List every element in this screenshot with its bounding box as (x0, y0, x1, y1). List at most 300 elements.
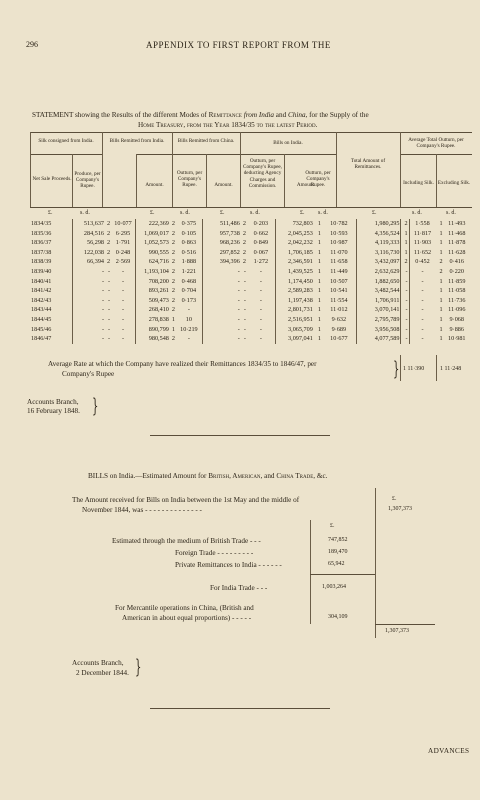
average-including: 1 11·390 (403, 366, 425, 372)
table-cell: 2 (401, 257, 409, 267)
vrule (102, 132, 103, 207)
table-row (30, 248, 470, 258)
table-cell: 1 (317, 277, 321, 285)
unit: s. d. (318, 210, 328, 216)
spacer-cell (60, 238, 72, 248)
table-cell: 1 (171, 315, 175, 323)
table-cell: 222,369 (135, 219, 169, 229)
spacer-cell (60, 315, 72, 325)
mercantile-value: 304,109 (328, 614, 348, 620)
signature2-line1: Accounts Branch, (72, 659, 124, 667)
catchword: ADVANCES (428, 747, 470, 755)
table-cell: - (409, 334, 435, 344)
bills-subrule (136, 154, 336, 155)
header-outturn-china: Outturn, per Company's Rupee, deducting Agency Charges and Commission. (243, 158, 282, 189)
table-cell: 1 (317, 258, 321, 266)
table-cell: - (108, 315, 111, 323)
table-cell: - (243, 335, 246, 343)
header-amount: Amount. (145, 182, 164, 188)
table-cell: - (409, 325, 435, 335)
table-cell: 1 (317, 315, 321, 323)
table-cell: 0·067 (253, 248, 269, 256)
spacer-cell (60, 248, 72, 258)
table-cell: 3,956,508 (356, 325, 401, 335)
table-cell: 2,632,629 (356, 267, 401, 277)
table-cell: 1,174,450 (275, 277, 314, 287)
table-cell: 11·652 (409, 248, 435, 258)
table-cell: 2 (242, 248, 246, 256)
table-cell: - (202, 277, 241, 287)
table-cell: 2,042,232 (275, 238, 314, 248)
vrule (284, 154, 285, 207)
statement-title-line1: STATEMENT showing the Results of the different Modes of Remittance from India and China, for the Supply of the (32, 111, 369, 119)
table-cell: - (121, 277, 125, 285)
table-cell: 1 (317, 267, 321, 275)
table-cell: 957,738 (202, 229, 241, 239)
signature1-line1: Accounts Branch, (27, 398, 79, 406)
subtotal-rule (310, 574, 375, 575)
table-cell: 1 (439, 220, 443, 227)
table-cell: 10·782 (330, 220, 348, 227)
table-cell: 122,038 (73, 248, 105, 258)
table-cell: - (409, 315, 435, 325)
table-cell: 1·888 (181, 258, 197, 266)
table-row (30, 267, 470, 277)
table-cell: 4,077,589 (356, 334, 401, 344)
table-top-rule (30, 132, 472, 133)
vrule (30, 132, 31, 207)
signature1-line2: 16 February 1848. (27, 407, 80, 415)
table-cell: - (243, 277, 246, 285)
table-cell: 1 (317, 229, 321, 237)
table-cell: 1·221 (181, 267, 197, 275)
table-cell: 11·859 (448, 277, 466, 285)
estimate-row-value: 65,942 (328, 561, 345, 567)
table-cell: - (108, 296, 111, 304)
table-cell: 0·516 (181, 248, 197, 256)
table-cell: - (401, 305, 409, 315)
header-bills-on-india-group: Bills on India. (273, 140, 303, 146)
table-cell: 11·070 (330, 248, 348, 256)
table-cell: - (243, 306, 246, 314)
table-cell: 1,052,573 (135, 238, 169, 248)
table-cell: 10·219 (180, 325, 198, 333)
table-row (30, 277, 470, 287)
spacer-cell (60, 305, 72, 315)
vrule (136, 154, 137, 207)
table-cell: 2 (439, 267, 443, 275)
unit: £. (150, 210, 155, 216)
spacer-cell (60, 286, 72, 296)
table-cell: 2,589,283 (275, 286, 314, 296)
table-cell: 2 (171, 277, 175, 285)
table-cell: 1 (317, 248, 321, 256)
vrule (436, 355, 437, 381)
table-cell: 990,555 (135, 248, 169, 258)
silk-subrule (30, 154, 102, 155)
row-year: 1835/36 (31, 229, 52, 237)
table-cell: - (409, 305, 435, 315)
vrule (310, 520, 311, 624)
table-cell: 2 (171, 220, 175, 227)
table-cell: 1 (317, 287, 321, 295)
table-cell: 2 (171, 239, 175, 247)
table-cell: 2 (171, 258, 175, 266)
table-cell: 9·689 (331, 325, 347, 333)
table-cell: 708,200 (135, 277, 169, 287)
table-cell: 1 (439, 335, 443, 343)
table-cell: - (259, 277, 262, 285)
table-cell: 1 (171, 325, 175, 333)
table-cell: - (202, 286, 241, 296)
table-cell: 9·632 (331, 315, 347, 323)
table-cell: - (259, 267, 262, 275)
average-line1: Average Rate at which the Company have realized their Remittances 1834/35 to 1846/47, per (48, 360, 317, 368)
section-divider (150, 708, 330, 709)
header-outturn3: Outturn, per Company's Rupee. (305, 170, 331, 189)
vrule (206, 154, 207, 207)
unit: £. (48, 210, 53, 216)
table-cell: 11·903 (409, 238, 435, 248)
table-cell: 0·248 (115, 248, 131, 256)
table-cell: - (121, 296, 125, 304)
table-cell: - (202, 267, 241, 277)
table-cell: - (409, 277, 435, 287)
table-cell: 1 (439, 306, 443, 314)
section-divider (150, 435, 330, 436)
table-cell: 10 (185, 315, 192, 323)
header-silk-group: Silk consigned from India. (38, 138, 94, 144)
table-cell: - (108, 267, 111, 275)
table-cell: 2 (171, 229, 175, 237)
table-cell: - (73, 334, 105, 344)
unit: s. d. (446, 210, 456, 216)
row-year: 1836/37 (31, 239, 52, 247)
table-cell: - (73, 305, 105, 315)
table-row (30, 219, 470, 229)
table-row (30, 315, 470, 325)
table-cell: 9·068 (449, 315, 464, 323)
table-cell: 66,394 (73, 257, 105, 267)
table-cell: 1,706,911 (356, 296, 401, 306)
table-cell: - (409, 267, 435, 277)
table-cell: 10·593 (330, 229, 348, 237)
page-number: 296 (26, 40, 38, 49)
unit: s. d. (412, 210, 422, 216)
table-cell: 2 (242, 239, 246, 247)
table-cell: 3,065,709 (275, 325, 314, 335)
table-cell: - (73, 277, 105, 287)
table-cell: - (259, 296, 262, 304)
table-cell: 1,882,650 (356, 277, 401, 287)
spacer-cell (60, 296, 72, 306)
table-cell: - (73, 315, 105, 325)
table-cell: 968,236 (202, 238, 241, 248)
table-cell: 3,116,730 (356, 248, 401, 258)
table-cell: 2,346,591 (275, 257, 314, 267)
header-including: Including Silk. (403, 180, 434, 186)
table-cell: 284,516 (73, 229, 105, 239)
row-year: 1834/35 (31, 220, 52, 227)
table-cell: 511,486 (202, 219, 241, 229)
table-cell: - (409, 286, 435, 296)
table-cell: - (108, 325, 111, 333)
table-cell: 11·468 (448, 229, 466, 237)
pound-sign: £. (392, 496, 397, 502)
estimate-row-label: Estimated through the medium of British Trade - - - (112, 537, 261, 545)
table-cell: - (259, 306, 262, 314)
table-cell: 0·468 (181, 277, 197, 285)
table-cell: 0·203 (253, 220, 269, 227)
table-cell: 1 (317, 325, 321, 333)
table-row (30, 238, 470, 248)
table-cell: 11·493 (448, 220, 466, 227)
table-cell: 3,482,544 (356, 286, 401, 296)
table-cell: 10·507 (330, 277, 348, 285)
table-cell: 1·272 (253, 258, 269, 266)
amount-received-value: 1,307,373 (388, 506, 412, 512)
row-year: 1842/43 (31, 296, 52, 304)
table-cell: 1 (439, 315, 443, 323)
table-cell: 10·077 (114, 220, 132, 227)
row-year: 1839/40 (31, 267, 52, 275)
table-cell: 9·886 (449, 325, 464, 333)
table-cell: - (243, 315, 246, 323)
table-cell: 1,706,185 (275, 248, 314, 258)
table-cell: - (401, 325, 409, 335)
row-year: 1840/41 (31, 277, 52, 285)
table-cell: 1 (401, 248, 409, 258)
table-cell: 11·012 (330, 306, 348, 314)
table-cell: 1 (439, 325, 443, 333)
table-cell: 2 (106, 258, 111, 266)
table-cell: - (259, 287, 262, 295)
table-cell: - (121, 335, 125, 343)
spacer-cell (60, 229, 72, 239)
table-cell: 0·105 (181, 229, 197, 237)
table-cell: 2 (106, 239, 111, 247)
table-cell: 0·452 (409, 257, 435, 267)
table-cell: 6·295 (115, 229, 131, 237)
table-cell: 10·541 (330, 287, 348, 295)
table-cell: 1 (401, 238, 409, 248)
row-year: 1843/44 (31, 306, 52, 314)
table-cell: - (259, 335, 262, 343)
table-cell: - (187, 306, 190, 314)
table-cell: 2 (171, 296, 175, 304)
table-cell: 1 (439, 229, 443, 237)
table-cell: - (202, 305, 241, 315)
table-cell: 2,045,253 (275, 229, 314, 239)
table-cell: 1 (439, 277, 443, 285)
table-cell: 11·554 (330, 296, 348, 304)
unit: s. d. (80, 210, 90, 216)
estimate-row-value: 747,852 (328, 537, 348, 543)
table-cell: 2 (242, 229, 246, 237)
table-cell: 0·375 (181, 220, 197, 227)
table-row (30, 325, 470, 335)
table-cell: 624,716 (135, 257, 169, 267)
table-cell: - (401, 334, 409, 344)
table-cell: 3,097,041 (275, 334, 314, 344)
table-cell: 0·220 (449, 267, 464, 275)
table-cell: - (108, 277, 111, 285)
row-year: 1845/46 (31, 325, 52, 333)
table-cell: - (187, 335, 190, 343)
table-cell: - (243, 287, 246, 295)
table-cell: 1 (317, 220, 321, 227)
table-cell: 0·704 (181, 287, 197, 295)
mercantile-line1: For Mercantile operations in China, (British and (115, 604, 254, 612)
table-cell: - (121, 315, 125, 323)
table-cell: - (243, 325, 246, 333)
table-cell: - (401, 277, 409, 287)
unit: s. d. (180, 210, 190, 216)
header-amount2: Amount. (214, 182, 233, 188)
table-cell: - (401, 315, 409, 325)
spacer-cell (60, 257, 72, 267)
table-row (30, 305, 470, 315)
header-bills-china-group: Bills Remitted from China. (177, 138, 235, 144)
table-cell: 1 (317, 296, 321, 304)
table-cell: - (202, 296, 241, 306)
table-cell: 11·658 (330, 258, 348, 266)
table-cell: 1 (439, 296, 443, 304)
table-cell: 10·987 (330, 239, 348, 247)
statement-title-line2: Home Treasury, from the Year 1834/35 to the latest Period. (138, 121, 318, 129)
table-cell: 1,193,104 (135, 267, 169, 277)
table-cell: 732,803 (275, 219, 314, 229)
table-cell: 1 (439, 248, 443, 256)
spacer-cell (60, 219, 72, 229)
table-cell: 11·736 (448, 296, 466, 304)
table-cell: - (73, 286, 105, 296)
table-cell: - (121, 287, 125, 295)
table-cell: 278,838 (135, 315, 169, 325)
total-rule (375, 624, 435, 625)
brace: } (135, 654, 142, 678)
table-cell: 2 (106, 248, 111, 256)
table-cell: - (259, 325, 262, 333)
signature2-line2: 2 December 1844. (76, 669, 129, 677)
row-year: 1844/45 (31, 315, 52, 323)
table-cell: 2,516,951 (275, 315, 314, 325)
header-net-sale: Net Sale Proceeds. (32, 176, 72, 182)
table-cell: 4,119,333 (356, 238, 401, 248)
table-cell: 1,069,017 (135, 229, 169, 239)
table-row (30, 257, 470, 267)
header-amount3: Amount. (296, 182, 316, 188)
table-cell: 11·449 (330, 267, 348, 275)
table-cell: 513,637 (73, 219, 105, 229)
table-cell: 56,298 (73, 238, 105, 248)
table-cell: 1 (401, 229, 409, 239)
table-cell: 2 (171, 248, 175, 256)
india-trade-label: For India Trade - - - (210, 584, 268, 592)
table-cell: 2 (401, 219, 409, 229)
table-row (30, 296, 470, 306)
vrule (400, 355, 401, 381)
table-cell: - (121, 306, 125, 314)
estimate-row-label: Foreign Trade - - - - - - - - - (175, 549, 254, 557)
header-outturn: Outturn, per Company's Rupee. (176, 170, 203, 189)
table-cell: 0·662 (253, 229, 269, 237)
table-cell: 2 (171, 335, 175, 343)
table-cell: 1·558 (409, 219, 435, 229)
estimate-row-label: Private Remittances to India - - - - - - (175, 561, 282, 569)
table-cell: 3,070,141 (356, 305, 401, 315)
table-cell: 1·791 (115, 239, 131, 247)
brace: } (92, 393, 99, 417)
table-cell: - (121, 267, 125, 275)
row-year: 1837/38 (31, 248, 52, 256)
table-cell: 0·416 (449, 258, 464, 266)
table-cell: - (108, 335, 111, 343)
table-cell: - (202, 315, 241, 325)
table-cell: - (401, 267, 409, 277)
table-cell: 0·863 (181, 239, 197, 247)
statement-table (30, 219, 470, 344)
table-cell: 1 (317, 335, 321, 343)
table-cell: 1 (439, 287, 443, 295)
unit: £. (300, 210, 305, 216)
table-cell: - (259, 315, 262, 323)
table-cell: 1,197,438 (275, 296, 314, 306)
table-cell: - (202, 334, 241, 344)
table-cell: 893,261 (135, 286, 169, 296)
pound-sign2: £. (330, 523, 335, 529)
table-cell: - (409, 296, 435, 306)
vrule (336, 132, 337, 207)
spacer-cell (60, 267, 72, 277)
header-produce: Produce, per Company's Rupee. (74, 171, 101, 190)
table-row (30, 229, 470, 239)
table-cell: 268,410 (135, 305, 169, 315)
table-cell: 509,473 (135, 296, 169, 306)
average-line2: Company's Rupee (62, 370, 115, 378)
unit: s. d. (250, 210, 260, 216)
spacer-cell (60, 325, 72, 335)
spacer-cell (60, 277, 72, 287)
table-cell: 1 (317, 239, 321, 247)
table-cell: 11·058 (448, 287, 466, 295)
row-year: 1838/39 (31, 258, 52, 266)
spacer-cell (60, 334, 72, 344)
table-cell: 297,852 (202, 248, 241, 258)
vrule (375, 488, 376, 638)
row-year: 1841/42 (31, 287, 52, 295)
running-head: APPENDIX TO FIRST REPORT FROM THE (146, 40, 331, 50)
table-cell: - (121, 325, 125, 333)
amount-received-line1: The Amount received for Bills on India between the 1st May and the middle of (72, 496, 300, 504)
table-cell: 2 (106, 220, 111, 227)
table-cell: 2 (106, 229, 111, 237)
average-excluding: 1 11·248 (440, 366, 462, 372)
table-cell: - (202, 325, 241, 335)
table-cell: 980,548 (135, 334, 169, 344)
table-cell: - (108, 287, 111, 295)
brace: } (393, 356, 400, 380)
table-cell: - (73, 296, 105, 306)
header-bills-india-group: Bills Remitted from India. (109, 138, 165, 144)
table-cell: 11·628 (448, 248, 466, 256)
table-cell: 10·981 (448, 335, 466, 343)
estimate-row-value: 189,470 (328, 549, 348, 555)
table-cell: 11·817 (409, 229, 435, 239)
table-cell: 1 (317, 306, 321, 314)
table-cell: 890,799 (135, 325, 169, 335)
table-cell: 0·849 (253, 239, 269, 247)
